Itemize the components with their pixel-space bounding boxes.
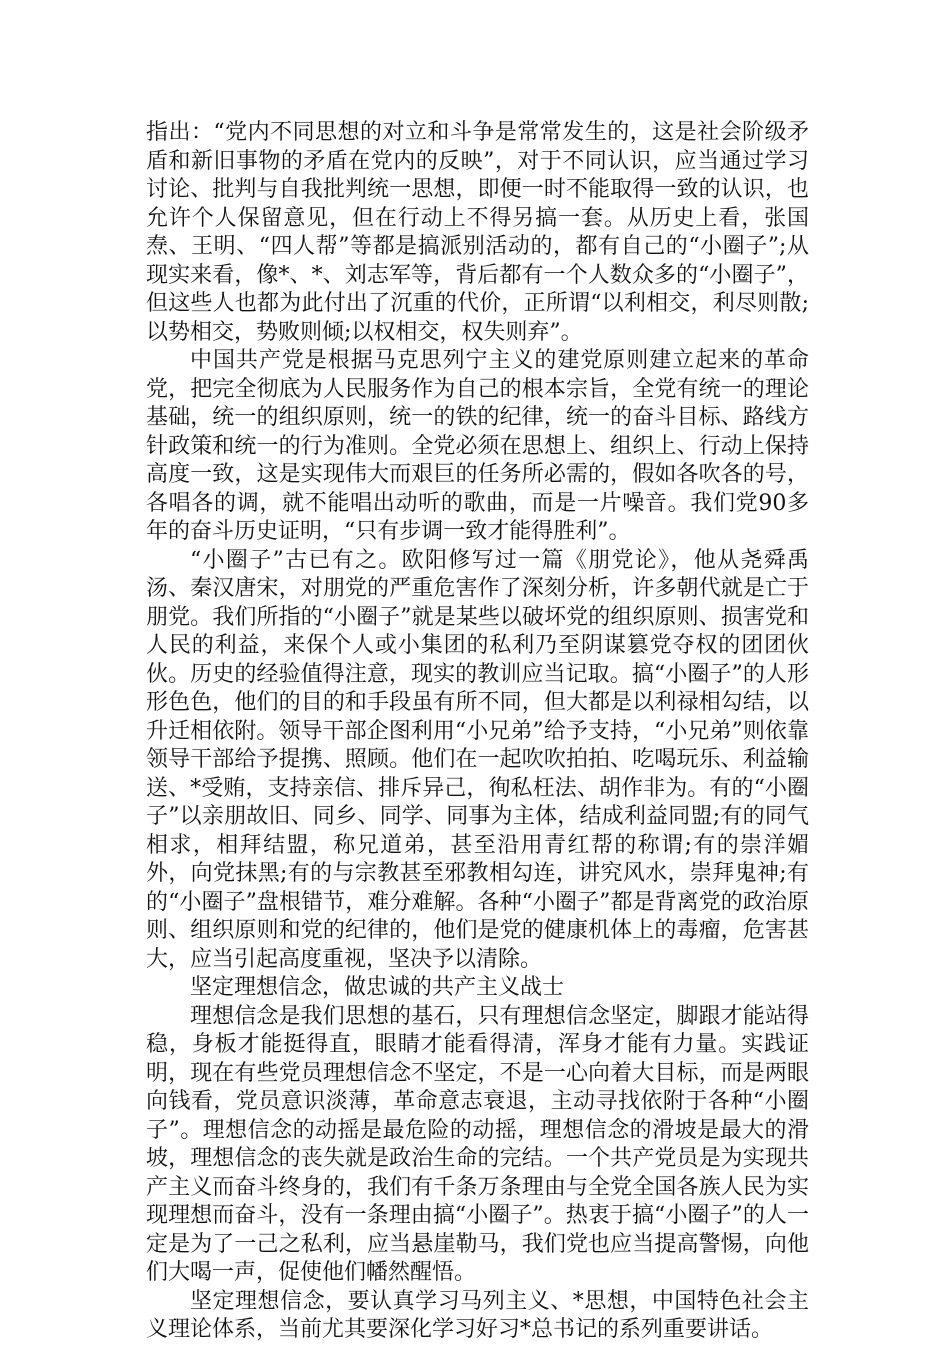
section-heading: 坚定理想信念，做忠诚的共产主义战士	[190, 975, 565, 1000]
paragraph-p1: 指出：“党内不同思想的对立和斗争是常常发生的，这是社会阶级矛盾和新旧事物的矛盾在党内的反映”，对于不同认识，应当通过学习讨论、批判与自我批判统一思想，即便一时不能取得一致的认识，也允许个人保留意见，但在行动上不得另搞一套。从历史上看，张国焘、王明、“四人帮”等都是搞派别活动的，都有自己的“小圈子”;从现实来看，像*、*、刘志军等，背后都有一个人数众多的“小圈子”，但这些人也都为此付出了沉重的代价，正所谓“以利相交，利尽则散;以势相交，势败则倾;以权相交，权失则弃”。	[146, 120, 809, 345]
paragraph-p2: 中国共产党是根据马克思列宁主义的建党原则建立起来的革命党，把完全彻底为人民服务作为自己的根本宗旨，全党有统一的理论基础，统一的组织原则，统一的铁的纪律，统一的奋斗目标、路线方针政策和统一的行为准则。全党必须在思想上、组织上、行动上保持高度一致，这是实现伟大而艰巨的任务所必需的，假如各吹各的号，各唱各的调，就不能唱出动听的歌曲，而是一片噪音。我们党90多年的奋斗历史证明，“只有步调一致才能得胜利”。	[146, 348, 809, 544]
document-page	[146, 119, 809, 1345]
paragraph-p3: “小圈子”古已有之。欧阳修写过一篇《朋党论》，他从尧舜禹汤、秦汉唐宋，对朋党的严重危害作了深刻分析，许多朝代就是亡于朋党。我们所指的“小圈子”就是某些以破坏党的组织原则、损害党和人民的利益，来保个人或小集团的私利乃至阴谋篡党夺权的团团伙伙。历史的经验值得注意，现实的教训应当记取。搞“小圈子”的人形形色色，他们的目的和手段虽有所不同，但大都是以利禄相勾结，以升迁相依附。领导干部企图利用“小兄弟”给予支持，“小兄弟”则依靠领导干部给予提携、照顾。他们在一起吹吹拍拍、吃喝玩乐、利益输送、*受贿，支持亲信、排斥异己，徇私枉法、胡作非为。有的“小圈子”以亲朋故旧、同乡、同学、同事为主体，结成利益同盟;有的同气相求，相拜结盟，称兄道弟，甚至沿用青红帮的称谓;有的崇洋媚外，向党抹黑;有的与宗教甚至邪教相勾连，讲究风水，崇拜鬼神;有的“小圈子”盘根错节，难分难解。各种“小圈子”都是背离党的政治原则、组织原则和党的纪律的，他们是党的健康机体上的毒瘤，危害甚大，应当引起高度重视，坚决予以清除。	[146, 547, 809, 972]
paragraph-p5: 坚定理想信念，要认真学习马列主义、*思想，中国特色社会主义理论体系，当前尤其要深化学习好习*总书记的系列重要讲话。	[146, 1288, 809, 1342]
paragraph-p4: 理想信念是我们思想的基石，只有理想信念坚定，脚跟才能站得稳，身板才能挺得直，眼睛才能看得清，浑身才能有力量。实践证明，现在有些党员理想信念不坚定，不是一心向着大目标，而是两眼向钱看，党员意识淡薄，革命意志衰退，主动寻找依附于各种“小圈子”。理想信念的动摇是最危险的动摇，理想信念的滑坡是最大的滑坡，理想信念的丧失就是政治生命的完结。一个共产党员是为实现共产主义而奋斗终身的，我们有千条万条理由与全党全国各族人民为实现理想而奋斗，没有一条理由搞“小圈子”。热衷于搞“小圈子”的人一定是为了一己之私利，应当悬崖勒马，我们党也应当提高警惕，向他们大喝一声，促使他们幡然醒悟。	[146, 1003, 809, 1285]
